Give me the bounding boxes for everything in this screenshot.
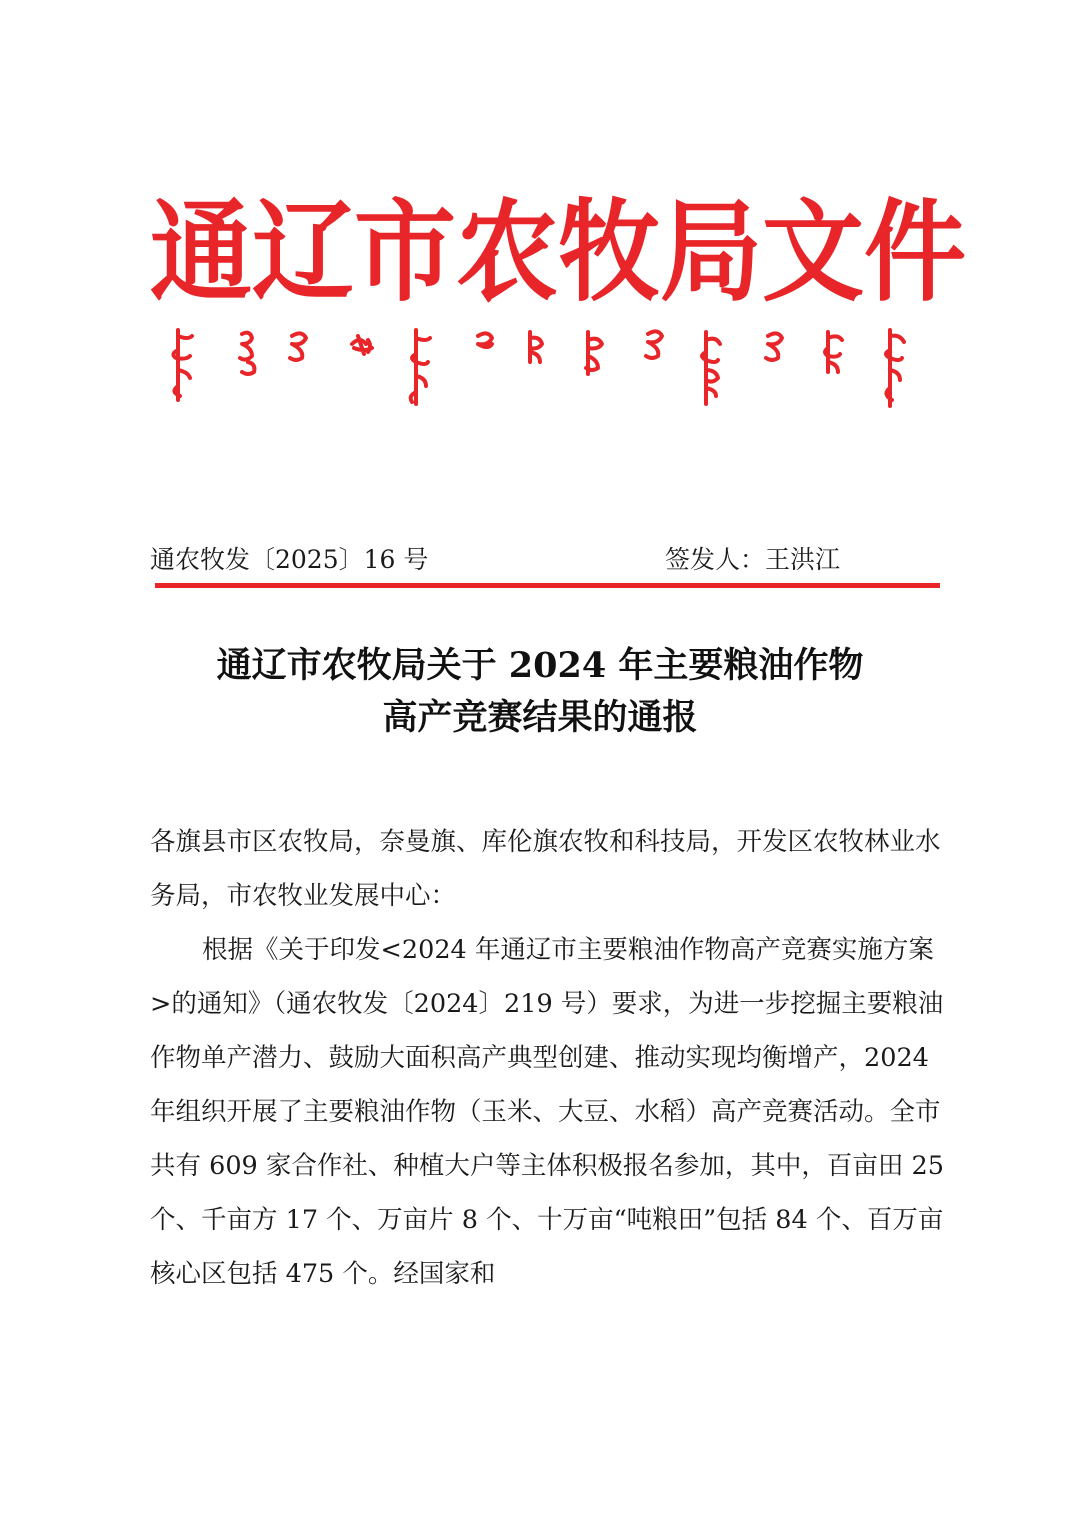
masthead-char: 件 [864,189,966,318]
body-paragraph: 根据《关于印发<2024 年通辽市主要粮油作物高产竞赛实施方案>的通知》（通农牧发〔2024〕219 号）要求，为进一步挖掘主要粮油作物单产潜力、鼓励大面积高产典型创建、推动实现均衡增产，2024 年组织开展了主要粮油作物（玉米、大豆、水稻）高产竞赛活动。全市共有 609 家合作社、种植大户等主体积极报名参加，其中，百亩田 25 个、千亩方 17 个、万亩片 8 个、十万亩“吨粮田”包括 84 个、百万亩核心区包括 475 个。经国家和 [150,935,944,1289]
title-line-1: 通辽市农牧局关于 2024 年主要粮油作物 [216,645,864,686]
document-header-row [150,540,940,580]
masthead-char: 市 [354,189,456,318]
document-number: 通农牧发〔2025〕16 号 [150,545,429,574]
red-divider [155,583,940,588]
masthead-char: 牧 [558,189,660,318]
mongolian-script-logo [168,322,908,412]
mongolian-masthead [168,322,908,412]
masthead-char: 辽 [252,189,354,318]
masthead-title [150,189,966,318]
document-title [0,640,1080,744]
signer: 签发人：王洪江 [665,545,841,574]
document-body [150,815,950,1301]
masthead-char: 通 [150,189,252,318]
salutation: 各旗县市区农牧局，奈曼旗、库伦旗农牧和科技局，开发区农牧林业水务局，市农牧业发展中心： [150,827,941,911]
title-line-2: 高产竞赛结果的通报 [382,697,698,738]
masthead-char: 局 [660,189,762,318]
masthead-char: 文 [762,189,864,318]
masthead-char: 农 [456,189,558,318]
